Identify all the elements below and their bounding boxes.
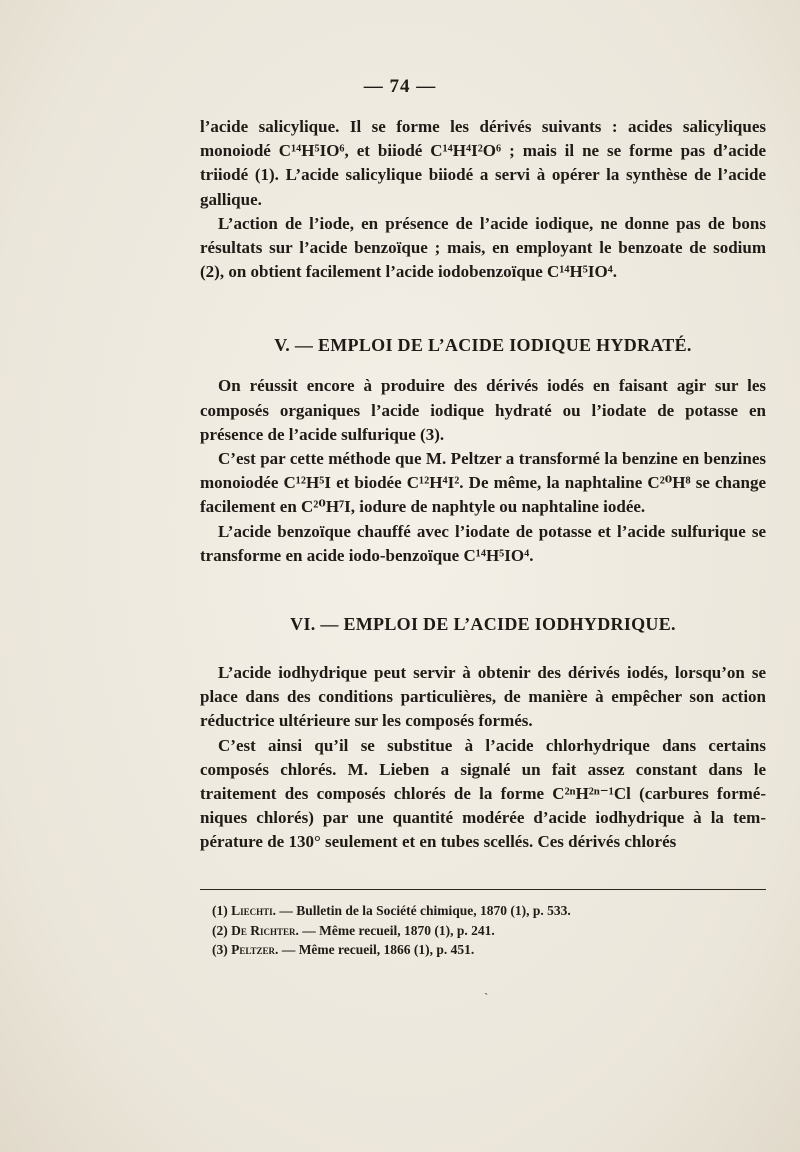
section-heading-hydriodic-acid: VI. — EMPLOI DE L’ACIDE IODHYDRIQUE. [290,614,676,635]
footnote-author: Peltzer. [231,942,279,957]
footnote-number: (1) [212,903,228,918]
page-number: — 74 — [363,76,437,97]
paragraph-iodic-acid-method: On réussit encore à produire des dérivés iodés en faisant agir sur les composés organiques l’acide iodique hydraté ou l’iodate de potasse en présence de l’acide sulfurique (3). [200,376,766,444]
footnote-text: — Bulletin de la Société chimique, 1870 (1), p. 533. [279,903,571,918]
footnote-3 [212,940,732,960]
paragraph-lieben-chlorides: C’est ainsi qu’il se substitue à l’acide chlorhydrique dans certains composés chlorés. M. Lieben a signalé un fait assez constant dans le traitement des composés chlorés de la forme C²ⁿH²ⁿ⁻¹Cl (carbures formé-niques chlorés) par une quantité modérée d’acide iodhydrique à la tem-pérature de 130° seulement et en tubes scellés. Ces dérivés chlorés [200,735,766,852]
footnote-divider [200,889,766,890]
footnote-author: Liechti. [231,903,277,918]
footnote-1 [212,901,732,921]
footnote-author: De Richter. [231,922,299,938]
ink-mark: ` [484,990,489,1005]
paragraph-peltzer-benzine: C’est par cette méthode que M. Peltzer a transformé la benzine en benzines monoiodée C¹²H⁵I et biodée C¹²H⁴I². De même, la naphtaline C²⁰H⁸ se change facilement en C²⁰H⁷I, iodure de naphtyle ou naphtaline iodée. [200,449,766,517]
paragraph-hydriodic-acid-use: L’acide iodhydrique peut servir à obtenir des dérivés iodés, lorsqu’on se place dans des conditions particulières, de manière à empêcher son action réductrice ultérieure sur les composés formés. [200,663,766,731]
paragraph-benzoic-iodate: L’acide benzoïque chauffé avec l’iodate de potasse et l’acide sulfurique se transforme en acide iodo-benzoïque C¹⁴H⁵IO⁴. [200,521,766,565]
footnote-2 [212,921,732,941]
paragraph-salicylic-derivatives: l’acide salicylique. Il se forme les dérivés suivants : acides salicyliques monoiodé C¹⁴H⁵IO⁶, et biiodé C¹⁴H⁴I²O⁶ ; mais il ne se forme pas d’acide triiodé (1). L’acide salicylique biiodé a servi à opérer la synthèse de l’acide gallique. [200,117,766,209]
section-heading-iodic-acid: V. — EMPLOI DE L’ACIDE IODIQUE HYDRATÉ. [274,335,692,356]
footnote-number: (2) [212,922,228,938]
paragraph-iodobenzoic-acid: L’action de l’iode, en présence de l’acide iodique, ne donne pas de bons résultats sur l’acide benzoïque ; mais, en employant le benzoate de sodium (2), on obtient facilement l’acide iodobenzoïque C¹⁴H⁵IO⁴. [200,213,766,282]
footnote-text: — Même recueil, 1866 (1), p. 451. [281,942,475,957]
page-body [200,115,766,855]
footnote-number: (3) [212,942,228,957]
footnote-text: — Même recueil, 1870 (1), p. 241. [302,922,495,938]
footnotes [212,901,732,960]
